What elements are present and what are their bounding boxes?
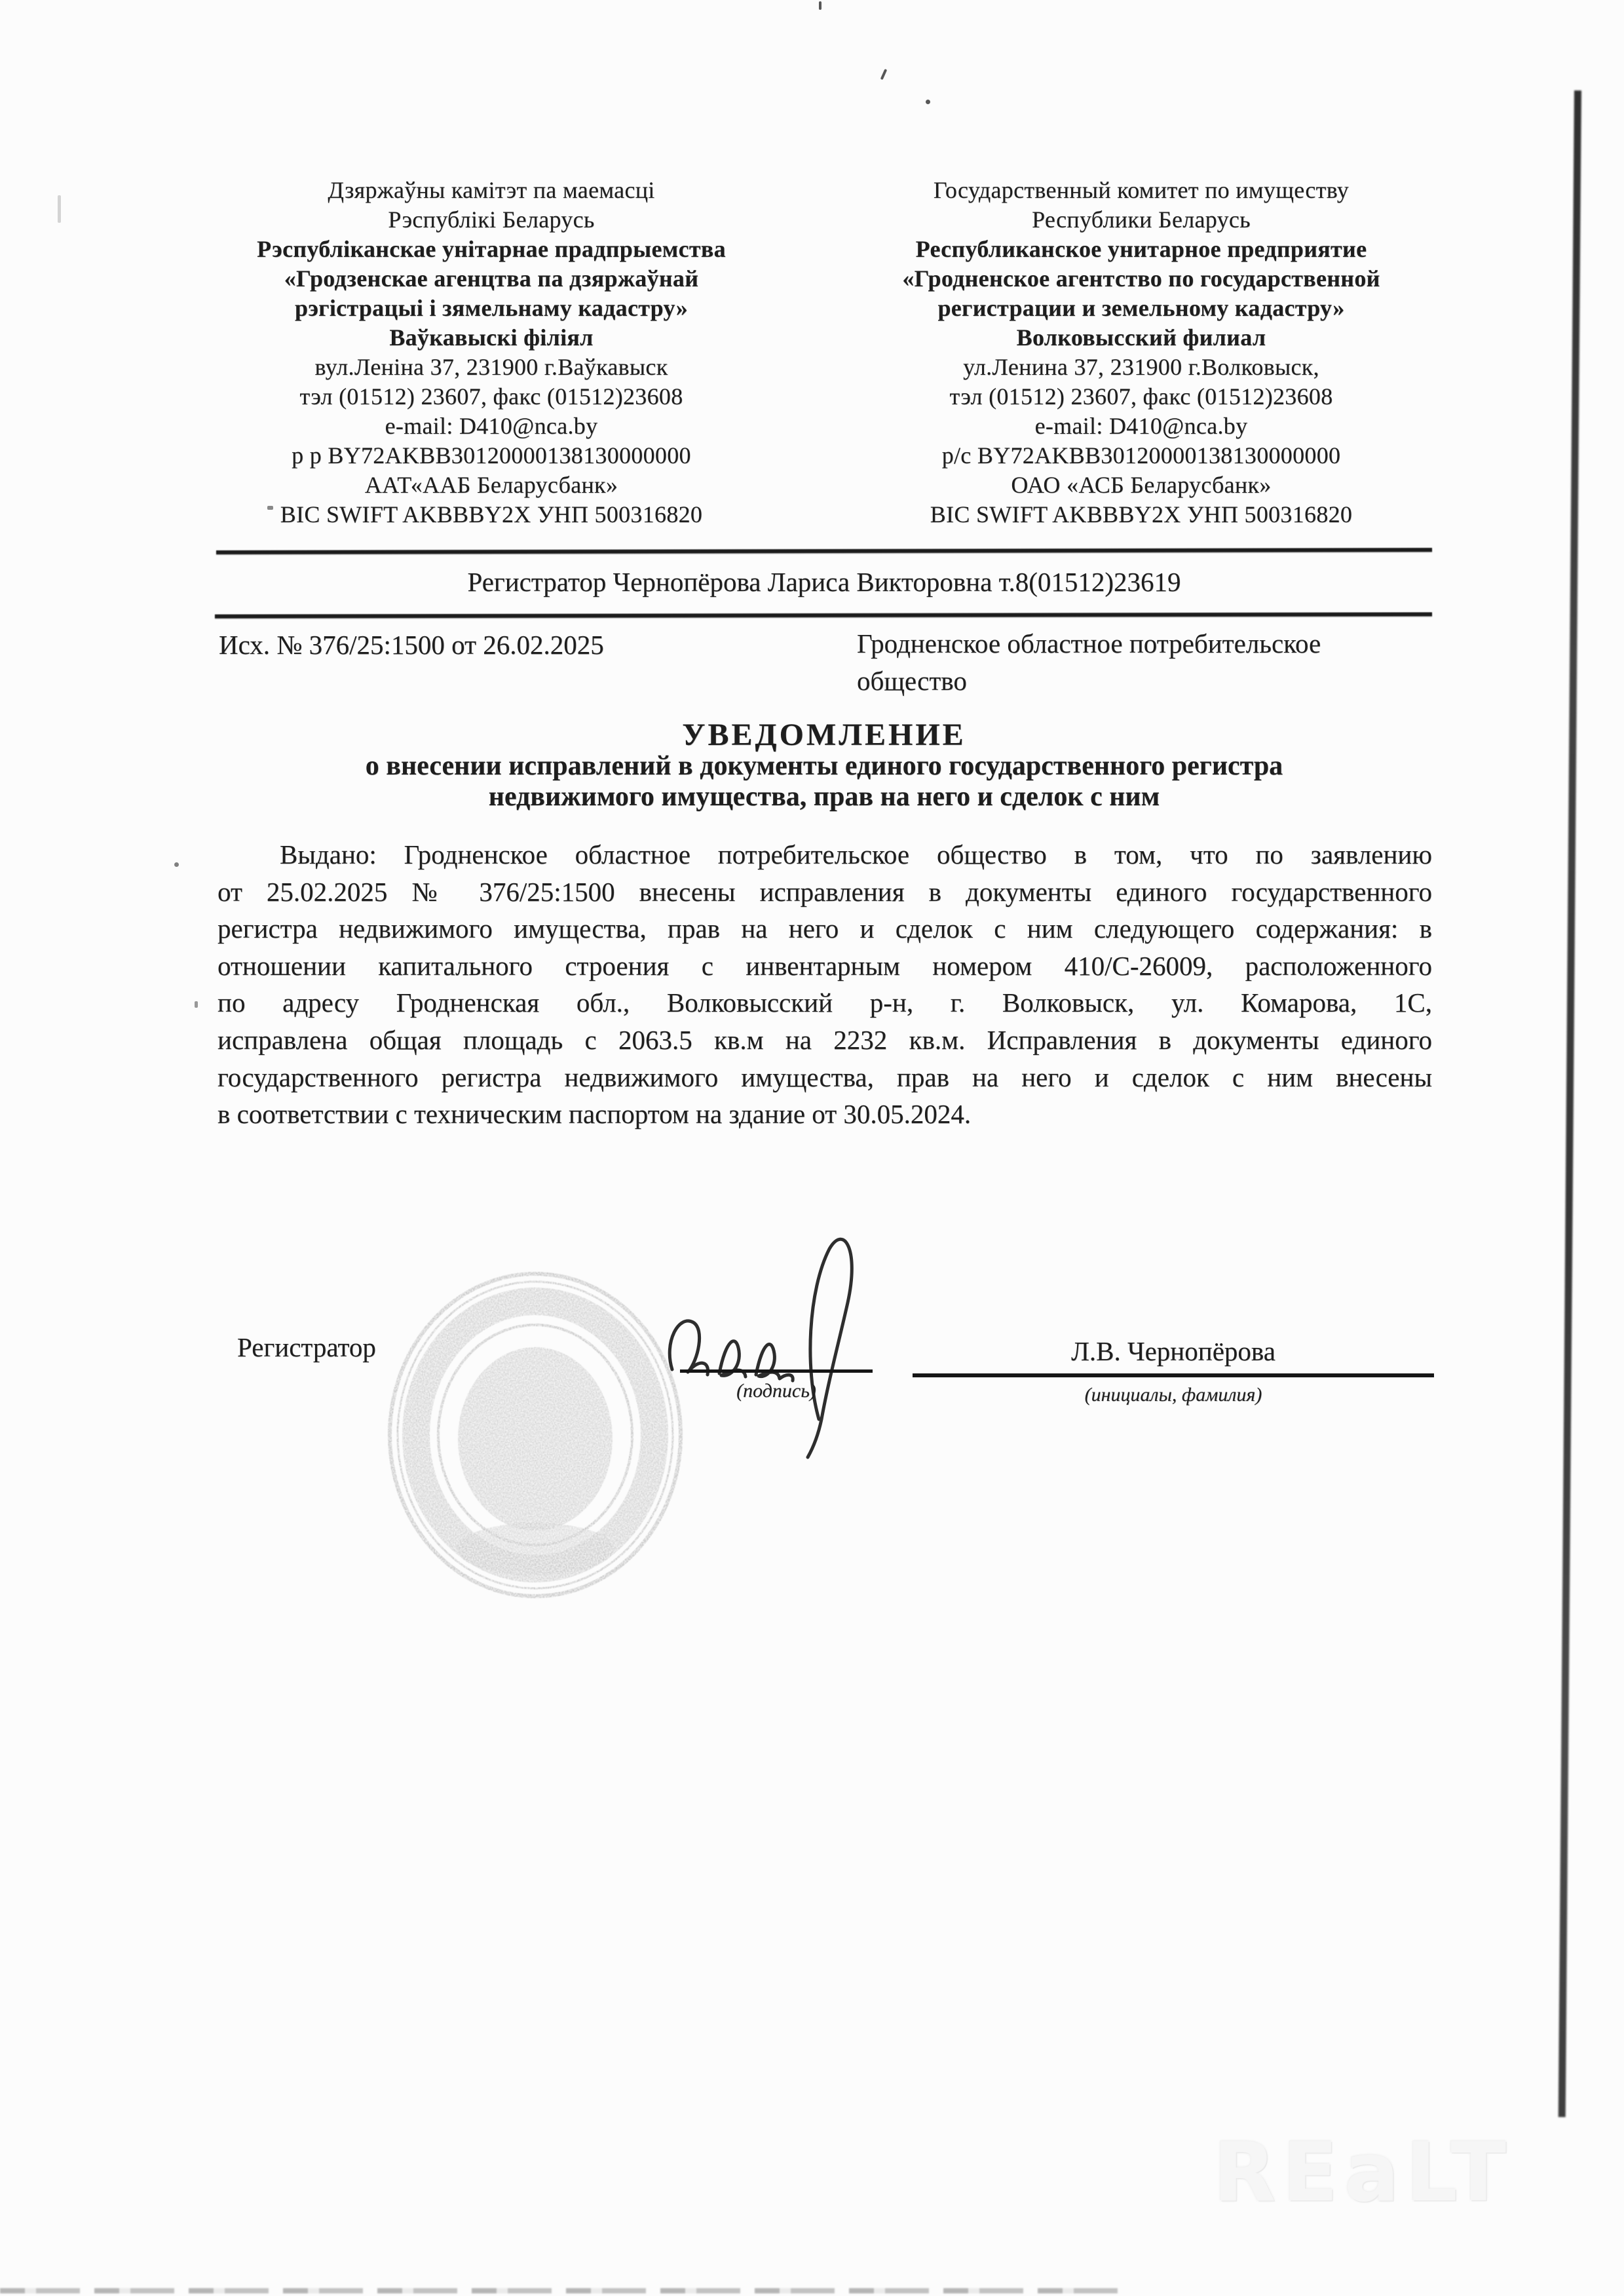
header-line: Ваўкавыскі філіял <box>389 324 594 351</box>
body-line: государственного регистра недвижимого имущества, прав на него и сделок с ним внесены <box>217 1062 1432 1092</box>
notice-title: УВЕДОМЛЕНИЕ <box>682 718 966 752</box>
outgoing-number: Исх. № 376/25:1500 от 26.02.2025 <box>219 630 604 660</box>
header-left-block <box>203 176 780 529</box>
header-line: тэл (01512) 23607, факс (01512)23608 <box>299 383 683 410</box>
addressee-line: Гродненское областное потребительское <box>857 628 1321 659</box>
handwritten-signature-icon <box>628 1211 903 1466</box>
registrar-role-label: Регистратор <box>237 1332 376 1362</box>
header-line: ААТ«ААБ Беларусбанк» <box>364 472 618 498</box>
header-line: регистрации и земельному кадастру» <box>937 295 1345 321</box>
header-line: e-mail: D410@nca.by <box>1034 413 1248 439</box>
notice-subtitle <box>216 751 1432 813</box>
scan-artifact-bottom-edge <box>0 2288 1122 2293</box>
header-line: р/с BY72AKBB30120000138130000000 <box>941 442 1341 469</box>
header-line: Рэспубліканскае унітарнае прадпрыемства <box>257 236 726 262</box>
header-line: «Гродзенскае агенцтва па дзяржаўнай <box>284 265 699 292</box>
body-line: по адресу Гродненская обл., Волковысский р-н, г. Волковыск, ул. Комарова, 1С, <box>217 987 1432 1018</box>
scan-speck <box>819 1 821 10</box>
scan-speck <box>880 69 888 80</box>
scan-speck <box>926 100 930 104</box>
scan-speck <box>58 195 61 223</box>
header-line: Дзяржаўны камітэт па маемасці <box>328 177 655 203</box>
header-line: тэл (01512) 23607, факс (01512)23608 <box>949 383 1333 410</box>
signature-caption: (подпись) <box>736 1380 816 1402</box>
notice-subtitle-line: о внесении исправлений в документы единого государственного регистра <box>365 751 1283 781</box>
body-paragraph <box>217 836 1432 1133</box>
body-line: Выдано: Гродненское областное потребительское общество в том, что по заявлению <box>280 839 1432 870</box>
header-line: Рэспублікі Беларусь <box>388 206 595 233</box>
header-line: ул.Ленина 37, 231900 г.Волковыск, <box>963 354 1319 380</box>
name-caption: (инициалы, фамилия) <box>1084 1384 1262 1406</box>
body-line: от 25.02.2025 № 376/25:1500 внесены исправления в документы единого государственного <box>217 876 1432 907</box>
header-line: «Гродненское агентство по государственной <box>902 265 1380 292</box>
body-line: в соответствии с техническим паспортом на здание от 30.05.2024. <box>217 1099 972 1130</box>
registrar-contact-line: Регистратор Чернопёрова Лариса Викторовна т.8(01512)23619 <box>467 567 1181 597</box>
header-line: Республики Беларусь <box>1032 206 1251 233</box>
notice-subtitle-line: недвижимого имущества, прав на него и сделок с ним <box>488 782 1160 812</box>
header-line: e-mail: D410@nca.by <box>385 413 598 439</box>
body-line: регистра недвижимого имущества, прав на него и сделок с ним следующего содержания: в <box>217 913 1432 944</box>
watermark-realt: REaLT <box>1213 2126 1513 2220</box>
header-right-block <box>846 176 1436 529</box>
addressee-line: общество <box>857 666 967 696</box>
body-line: исправлена общая площадь с 2063.5 кв.м на 2232 кв.м. Исправления в документы единого <box>217 1024 1432 1055</box>
name-line <box>913 1373 1434 1377</box>
scan-speck <box>174 862 179 867</box>
header-line: вул.Леніна 37, 231900 г.Ваўкавыск <box>314 354 668 380</box>
registrar-name: Л.В. Чернопёрова <box>1071 1336 1275 1366</box>
header-line: Волковысский филиал <box>1016 324 1266 351</box>
scan-speck <box>267 506 273 510</box>
divider-rule-top <box>216 548 1432 554</box>
header-line: Государственный комитет по имуществу <box>933 177 1350 203</box>
header-line: BIC SWIFT AKBBBY2X УНП 500316820 <box>930 501 1353 527</box>
header-line: Республиканское унитарное предприятие <box>915 236 1367 262</box>
signature-line <box>680 1369 873 1373</box>
header-line: ОАО «АСБ Беларусбанк» <box>1011 472 1272 498</box>
divider-rule-bottom <box>215 612 1432 618</box>
header-line: BIC SWIFT AKBBBY2X УНП 500316820 <box>280 501 703 527</box>
header-line: рэгістрацыі і зямельнаму кадастру» <box>295 295 688 321</box>
scan-artifact-right-edge <box>1558 90 1581 2117</box>
addressee <box>857 625 1433 700</box>
scan-speck <box>195 1001 198 1008</box>
body-line: отношении капитального строения с инвентарным номером 410/С-26009, расположенного <box>217 950 1432 981</box>
header-line: р р BY72AKBB30120000138130000000 <box>292 442 691 469</box>
